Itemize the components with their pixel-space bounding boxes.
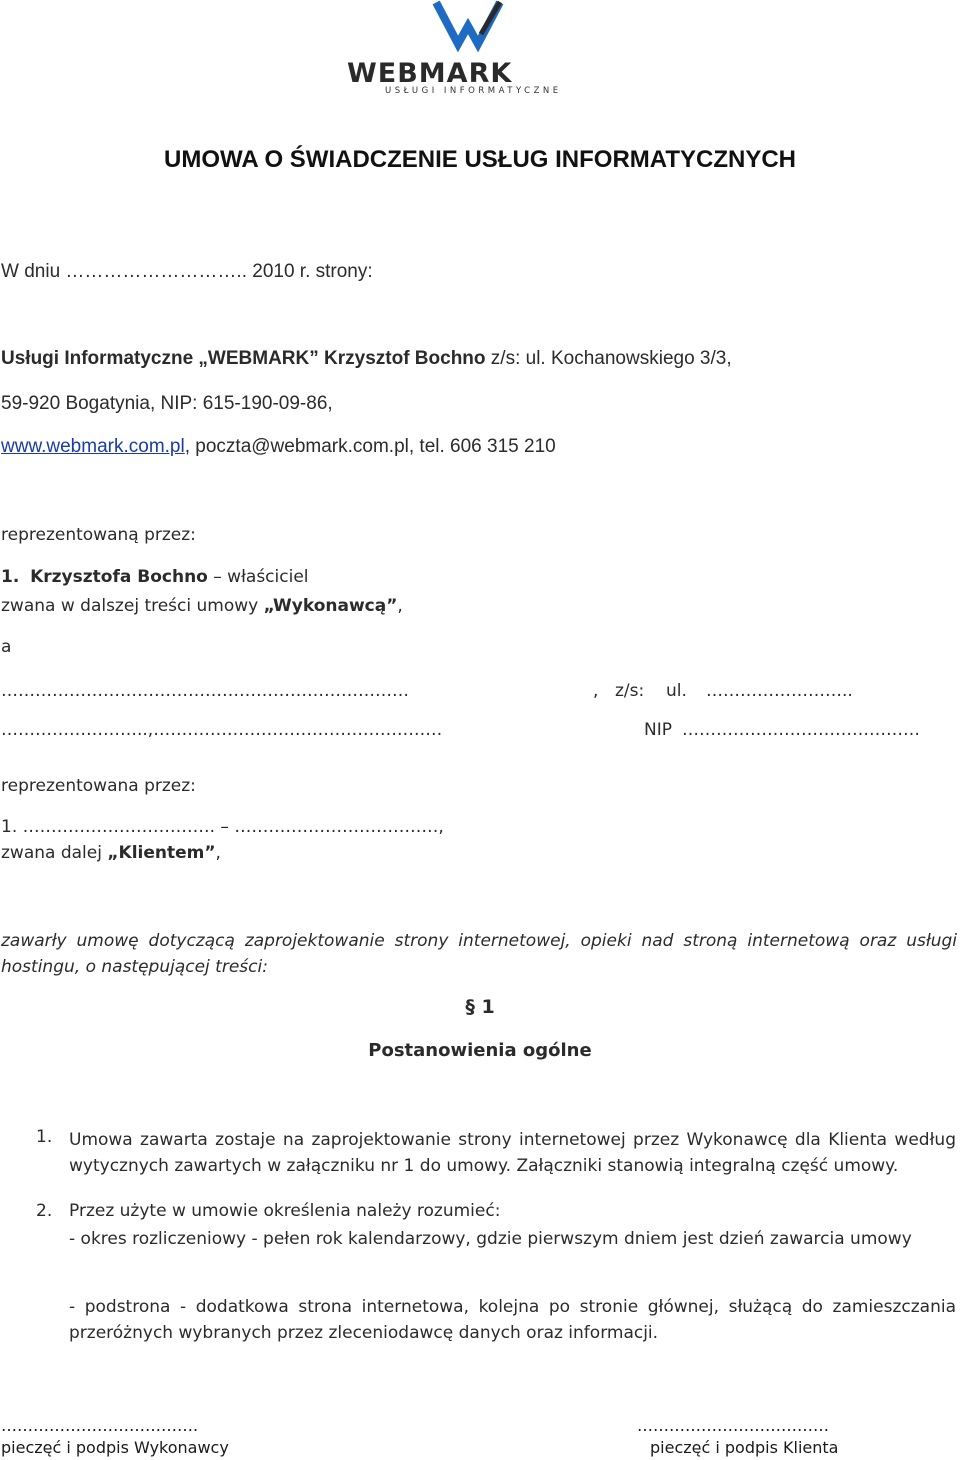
signature-left-label: pieczęć i podpis Wykonawcy <box>1 1438 229 1457</box>
client-ul: ul. <box>666 681 687 701</box>
client-called-prefix: zwana dalej <box>1 843 108 863</box>
client-nip-label: NIP <box>644 720 672 740</box>
item-2-text: Przez użyte w umowie określenia należy rozumieć: <box>69 1201 501 1221</box>
item-2-number: 2. <box>36 1201 53 1221</box>
contractor-called <box>1 596 403 616</box>
logo-wordmark: WEBMARK <box>347 58 513 89</box>
rep-name: Krzysztofa Bochno <box>30 567 208 587</box>
website-link[interactable]: www.webmark.com.pl <box>1 436 185 457</box>
client-represented-by: reprezentowana przez: <box>1 776 196 796</box>
section-symbol: § 1 <box>465 996 495 1018</box>
client-zs: z/s: <box>615 681 645 701</box>
client-street-dots: …………………….. <box>706 681 853 701</box>
section-heading: Postanowienia ogólne <box>368 1040 592 1061</box>
client-comma: , <box>593 681 599 701</box>
client-called <box>1 843 221 863</box>
contractor-name: Usługi Informatyczne „WEBMARK” Krzysztof Bochno <box>1 348 486 369</box>
intro-line: W dniu ……………………….. 2010 r. strony: <box>1 261 373 282</box>
client-nip-dots: …………………………………… <box>682 720 920 740</box>
item-1-text: Umowa zawarta zostaje na zaprojektowanie strony internetowej przez Wykonawcę dla Klienta według wytycznych zawartych w załączniku nr 1 do umowy. Załączniki stanowią integralną część umowy. <box>69 1130 956 1176</box>
client-called-name: „Klientem” <box>107 843 216 863</box>
contractor-line-1 <box>1 348 732 370</box>
document-title: UMOWA O ŚWIADCZENIE USŁUG INFORMATYCZNYCH <box>164 146 796 173</box>
definition-1: - okres rozliczeniowy - pełen rok kalendarzowy, gdzie pierwszym dniem jest dzień zawarcia umowy <box>69 1229 912 1249</box>
item-1-number: 1. <box>36 1127 53 1147</box>
contractor-contact-rest: , poczta@webmark.com.pl, tel. 606 315 210 <box>184 436 556 457</box>
conjunction-a: a <box>1 637 12 657</box>
contractor-called-name: „Wykonawcą” <box>263 596 398 616</box>
signature-right-dots: ……………………………… <box>637 1416 829 1435</box>
contractor-called-suffix: , <box>397 596 403 616</box>
client-representative: 1. ……………………………. – ………………………………, <box>1 817 444 837</box>
rep-number: 1. <box>1 567 20 587</box>
webmark-logo-mark-icon <box>340 0 610 60</box>
contractor-contact-line <box>1 436 556 458</box>
client-city-dots: ……………………..,…………………………………………… <box>1 720 443 740</box>
signature-left-dots: ………………………………. <box>1 1416 199 1435</box>
logo-tagline: USŁUGI INFORMATYCZNE <box>385 86 562 96</box>
contractor-called-prefix: zwana w dalszej treści umowy <box>1 596 264 616</box>
definition-2: - podstrona - dodatkowa strona internetowa, kolejna po stronie głównej, służącą do zamieszczania przeróżnych wybranych przez zleceniodawcę danych oraz informacji. <box>69 1297 956 1343</box>
signature-right-label: pieczęć i podpis Klienta <box>650 1438 839 1457</box>
contractor-represented-by: reprezentowaną przez: <box>1 525 196 545</box>
client-called-suffix: , <box>215 843 221 863</box>
contractor-address-start: z/s: ul. Kochanowskiego 3/3, <box>485 348 732 369</box>
rep-role: – właściciel <box>207 567 309 587</box>
client-name-dots: ……………………………………………………………… <box>1 681 409 701</box>
contractor-line-2: 59-920 Bogatynia, NIP: 615-190-09-86, <box>1 393 333 414</box>
contractor-representative <box>1 567 309 587</box>
agreement-paragraph: zawarły umowę dotyczącą zaprojektowanie strony internetowej, opieki nad stroną internetową oraz usługi hostingu, o następującej treści: <box>1 931 957 977</box>
